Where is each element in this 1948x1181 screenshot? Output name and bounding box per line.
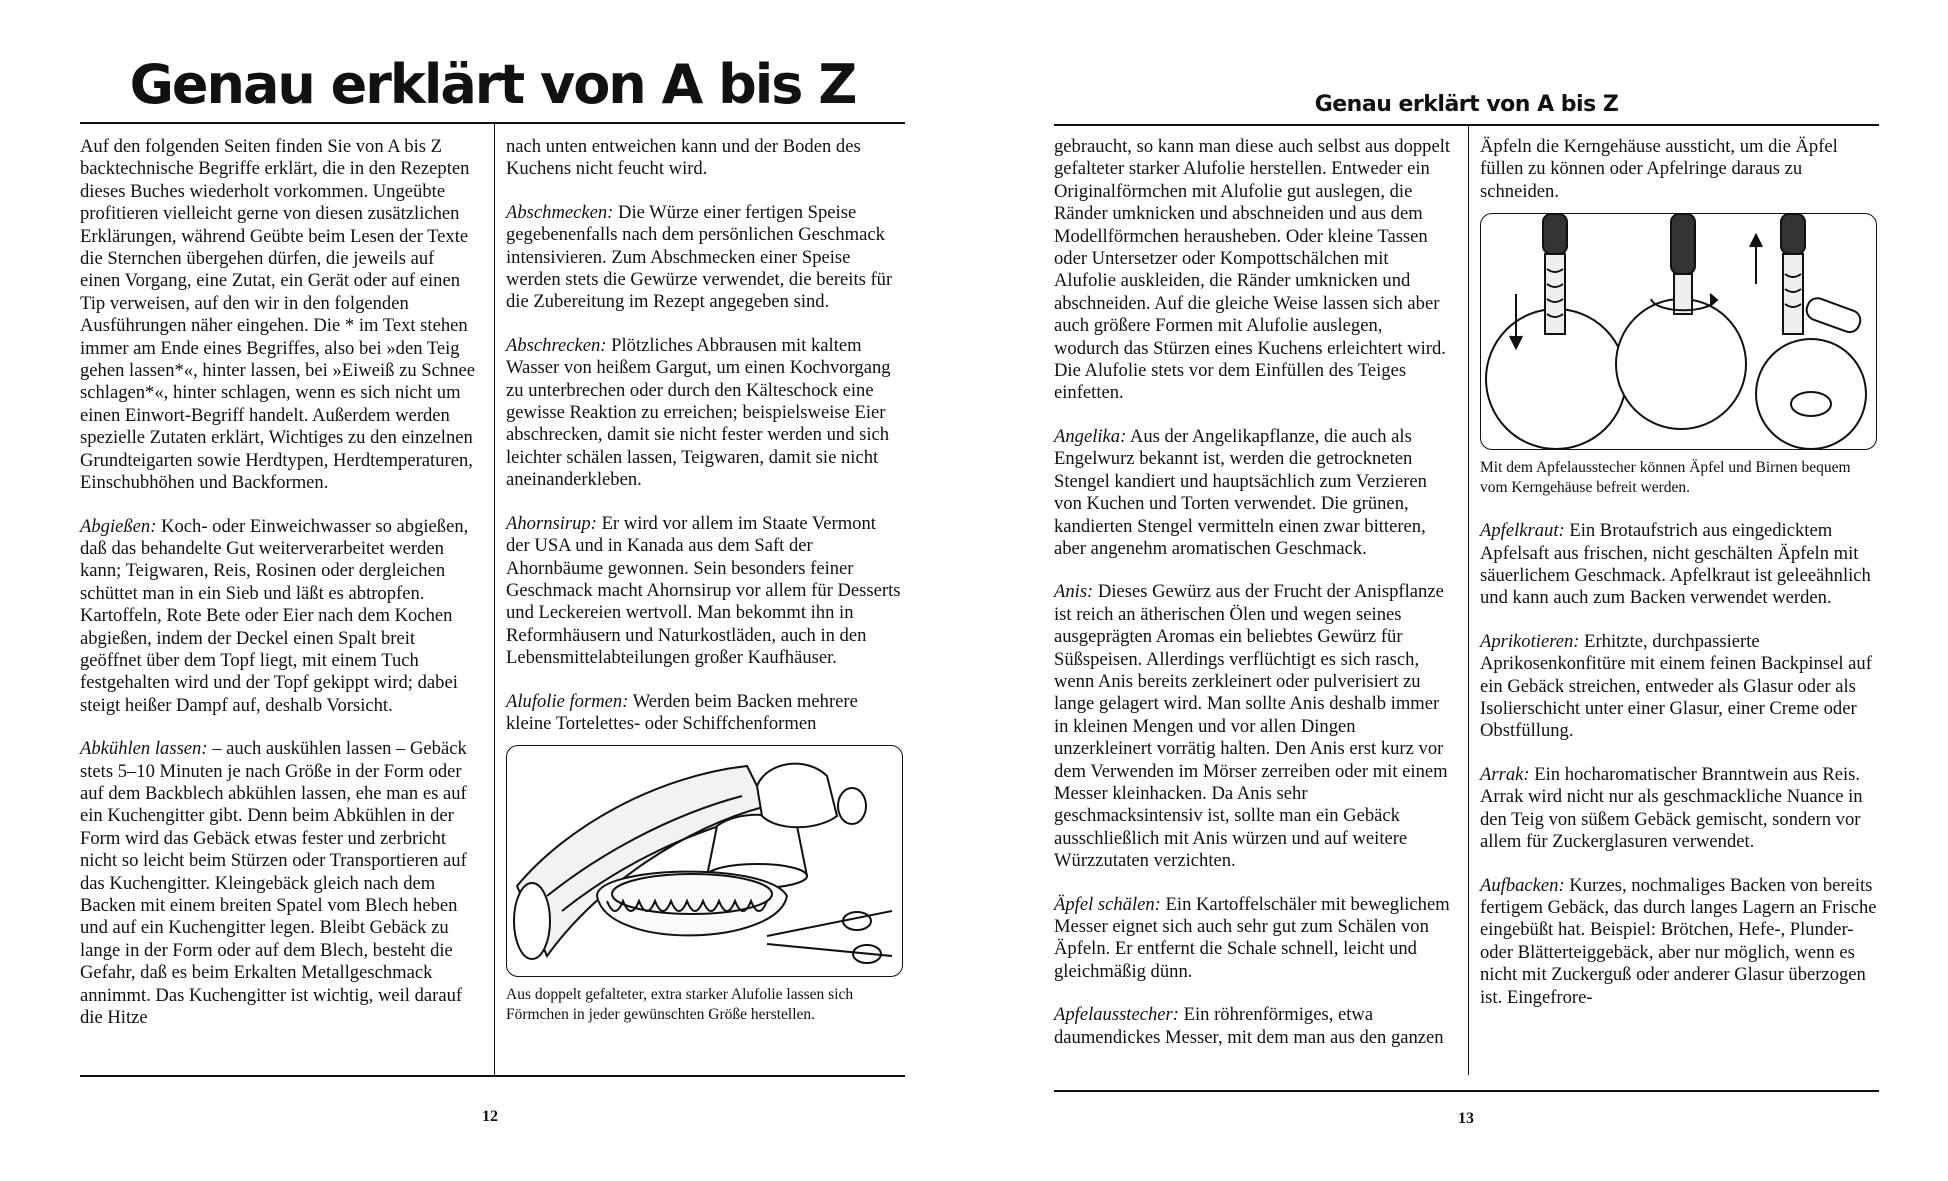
entry-arrak: Arrak: Ein hocharomatischer Branntwein aus Reis. Arrak wird nicht nur als geschmackliche Nuance in den Teig von süßem Gebäck gemischt, sondern vor allem für Zuckerglasuren verwendet. (1480, 763, 1863, 853)
entry-ahornsirup: Ahornsirup: Er wird vor allem im Staate Vermont der USA und in Kanada aus dem Saft der Ahornbäume gewonnen. Sein besonders feiner Geschmack macht Ahornsirup vor allem für Desserts und Leckereien wertvoll. Man bekommt ihn in Reformhäusern und Naturkostläden, auch in den Lebensmittelabteilungen großer Kaufhäuser. (506, 512, 901, 669)
apfelausstecher-illustration (1480, 213, 1877, 450)
entry-anis: Anis: Dieses Gewürz aus der Frucht der Anispflanze ist reich an ätherischen Ölen und wegen seines ausgeprägten Aromas ein beliebtes Gewürz für Süßspeisen. Allerdings verflüchtigt es sich rasch, wenn Anis bereits zerkleinert oder pulverisiert zu lange gelagert wird. Man sollte Anis deshalb immer in kleinen Mengen und vor allen Dingen unzerkleinert vorrätig halten. Den Anis erst kurz vor dem Verwenden im Mörser zerreiben oder mit einem Messer kleinhacken. Da Anis sehr geschmacksintensiv ist, sollte man ein Gebäck ausschließlich mit Anis würzen und auf weitere Würzzutaten verzichten. (1054, 581, 1448, 872)
entry-aprikotieren: Aprikotieren: Erhitzte, durchpassierte Aprikosenkonfitüre mit einem feinen Backpinsel auf ein Gebäck streichen, entweder als Glasur oder als Isolierschicht unter einer Glasur, einer Creme oder Obstfüllung. (1480, 630, 1872, 742)
alufolie-illustration (506, 745, 903, 977)
page-number: 13 (1458, 1110, 1474, 1127)
entry-apfelausstecher: Apfelausstecher: Ein röhrenförmiges, etwa daumendickes Messer, mit dem man aus den ganzen (1054, 1004, 1444, 1048)
entry-aepfel-schaelen: Äpfel schälen: Ein Kartoffelschäler mit beweglichem Messer eignet sich auch sehr gut zum Schälen von Äpfeln. Er entfernt die Schale schnell, leicht und gleichmäßig dünn. (1054, 893, 1450, 982)
right-page (974, 0, 1948, 1181)
entry-aufbacken: Aufbacken: Kurzes, nochmaliges Backen von bereits fertigem Gebäck, das durch langes Lagern an Frische eingebüßt hat. Beispiel: Brötchen, Hefe-, Plunder- oder Blätterteiggebäck, aber nur möglich, wenn es nicht mit Zuckerguß oder anderer Glasur überzogen ist. Eingefrore- (1480, 874, 1877, 1008)
right-column-1 (1054, 136, 1452, 1049)
page-number: 12 (482, 1108, 498, 1125)
right-column-2 (1480, 136, 1878, 1009)
header-rule (1054, 124, 1879, 126)
left-column-1 (80, 136, 478, 1029)
entry-abgiessen: Abgießen: Koch- oder Einweichwasser so abgießen, daß das behandelte Gut weiterverarbeitet werden kann; Teigwaren, Reis, Rosinen oder dergleichen schüttet man in ein Sieb und läßt es abtropfen. Kartoffeln, Rote Bete oder Eier nach dem Kochen abgießen, indem der Deckel einen Spalt breit geöffnet über dem Topf liegt, mit einem Tuch festgehalten wird und der Topf gekippt wird; dabei steigt heißer Dampf auf, deshalb Vorsicht. (80, 515, 469, 716)
left-column-2 (506, 136, 904, 1025)
column-divider (1468, 126, 1469, 1075)
running-header: Genau erklärt von A bis Z (1314, 92, 1619, 117)
figure-caption: Mit dem Apfelausstecher können Äpfel und Birnen bequem vom Kerngehäuse befreit werden. (1480, 459, 1851, 497)
page-title: Genau erklärt von A bis Z (129, 53, 856, 116)
entry-alufolie-formen: Alufolie formen: Werden beim Backen mehrere kleine Tortelettes- oder Schiffchenformen (506, 690, 858, 734)
entry-continued: Äpfeln die Kerngehäuse aussticht, um die Äpfel füllen zu können oder Apfelringe daraus zu schneiden. (1480, 136, 1838, 202)
entry-continued: nach unten entweichen kann und der Boden des Kuchens nicht feucht wird. (506, 136, 861, 180)
entry-abkuehlen-lassen: Abkühlen lassen: – auch auskühlen lassen – Gebäck stets 5–10 Minuten je nach Größe in der Form oder auf dem Backblech abkühlen lassen, ehe man es auf ein Kuchengitter gibt. Denn beim Abkühlen in der Form wird das Gebäck etwas fester und zerbricht nicht so leicht beim Stürzen oder Transportieren auf das Kuchengitter. Kleingebäck gleich nach dem Backen mit einem breiten Spatel vom Blech heben und auf ein Kuchengitter legen. Bleibt Gebäck zu lange in der Form oder auf dem Blech, besteht die Gefahr, daß es beim Erkalten Metallgeschmack annimmt. Das Kuchengitter ist wichtig, weil darauf die Hitze (80, 738, 467, 1029)
footer-rule (1054, 1090, 1879, 1092)
column-divider (494, 124, 495, 1075)
figure-caption: Aus doppelt gefalteter, extra starker Alufolie lassen sich Förmchen in jeder gewünschten Größe herstellen. (506, 986, 854, 1024)
entry-continued: gebraucht, so kann man diese auch selbst aus doppelt gefalteter starker Alufolie herstellen. Entweder ein Originalförmchen mit Alufolie gut auslegen, die Ränder umknicken und abschneiden und aus dem Modellförmchen herausheben. Oder kleine Tassen oder Untersetzer oder Kompottschälchen mit Alufolie auskleiden, die Ränder umknicken und abschneiden. Auf die gleiche Weise lassen sich aber auch größere Formen mit Alufolie auslegen, wodurch das Stürzen eines Kuchens erleichtert wird. Die Alufolie stets vor dem Einfüllen des Teiges einfetten. (1054, 136, 1451, 404)
entry-intro: Auf den folgenden Seiten finden Sie von A bis Z backtechnische Begriffe erklärt, die in den Rezepten dieses Buches wiederholt vorkommen. Ungeübte profitieren vielleicht gerne von diesen zusätzlichen Erklärungen, während Geübte beim Lesen der Texte die Sternchen übergehen dürfen, die jeweils auf einen Vorgang, eine Zutat, ein Gerät oder auf einen Tip verweisen, auf den wir in den folgenden Ausführungen näher eingehen. Die * im Text stehen immer am Ende eines Begriffes, also bei »den Teig gehen lassen*«, hinter lassen, bei »Eiweiß zu Schnee schlagen*«, hinter schlagen, wenn es sich nicht um einen Einwort-Begriff handelt. Außerdem werden spezielle Zutaten erklärt, Wichtiges zu den einzelnen Grundteigarten sowie Herdtypen, Herdtemperaturen, Einschubhöhen und Backformen. (80, 136, 475, 494)
footer-rule (80, 1075, 905, 1077)
entry-abschmecken: Abschmecken: Die Würze einer fertigen Speise gegebenenfalls nach dem persönlichen Geschmack intensivieren. Zum Abschmecken einer Speise werden stets die Gewürze verwendet, die bereits für die Zubereitung im Rezept angegeben sind. (506, 201, 893, 313)
header-rule (80, 122, 905, 124)
entry-apfelkraut: Apfelkraut: Ein Brotaufstrich aus eingedicktem Apfelsaft aus frischen, nicht geschälten Äpfeln mit säuerlichem Geschmack. Apfelkraut ist geleeähnlich und kann auch zum Backen verwendet werden. (1480, 520, 1871, 609)
entry-angelika: Angelika: Aus der Angelikapflanze, die auch als Engelwurz bekannt ist, werden die getrockneten Stengel kandiert und hauptsächlich zum Verzieren von Kuchen und Torten verwendet. Die grünen, kandierten Stengel vermitteln einen zwar bitteren, aber angenehm aromatischen Geschmack. (1054, 425, 1427, 559)
entry-abschrecken: Abschrecken: Plötzliches Abbrausen mit kaltem Wasser von heißem Gargut, um einen Kochvorgang zu unterbrechen oder durch den Kälteschock eine gewisse Reaktion zu erreichen; beispielsweise Eier abschrecken, damit sie nicht fester werden und sich leichter schälen lassen, Teigwaren, damit sie nicht aneinanderkleben. (506, 334, 891, 491)
